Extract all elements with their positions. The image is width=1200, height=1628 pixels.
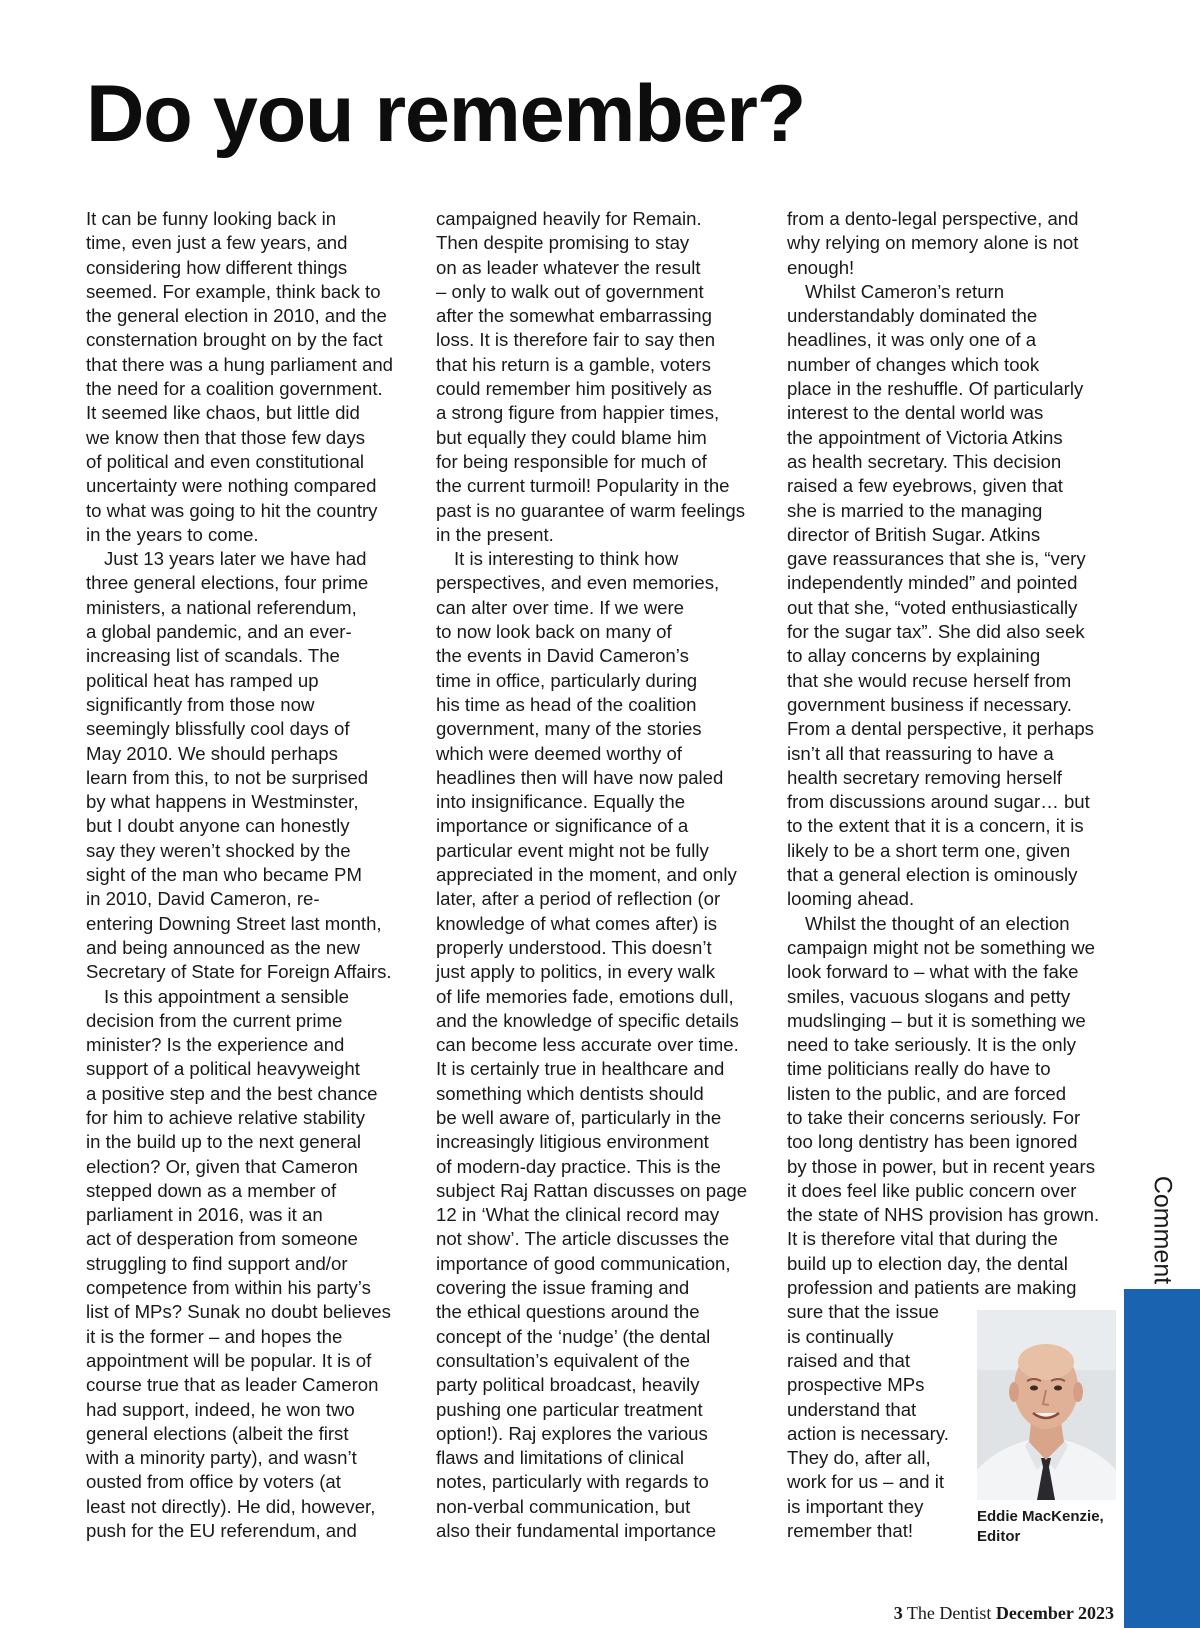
text-line: sight of the man who became PM (86, 864, 362, 886)
text-line: consternation brought on by the fact (86, 329, 383, 351)
text-line: also their fundamental importance (436, 1520, 717, 1542)
text-line: importance of good communication, (436, 1252, 731, 1274)
text-line: which were deemed worthy of (436, 742, 682, 764)
text-line: for being responsible for much of (436, 450, 707, 472)
text-line: look forward to – what with the fake (787, 961, 1079, 983)
text-line: subject Raj Rattan discusses on page (436, 1179, 748, 1201)
text-line: course true that as leader Cameron (86, 1374, 379, 1396)
text-line: for the sugar tax”. She did also seek (787, 621, 1085, 643)
text-line: pushing one particular treatment (436, 1398, 703, 1420)
text-line: isn’t all that reassuring to have a (787, 742, 1054, 764)
text-line: interest to the dental world was (787, 402, 1044, 424)
text-line: in 2010, David Cameron, re- (86, 888, 320, 910)
text-line: to take their concerns seriously. For (787, 1106, 1081, 1128)
text-line: action is necessary. (787, 1422, 949, 1444)
text-line: smiles, vacuous slogans and petty (787, 985, 1071, 1007)
text-line: decision from the current prime (86, 1009, 343, 1031)
text-line: time, even just a few years, and (86, 232, 348, 254)
text-line: of political and even constitutional (86, 450, 365, 472)
text-line: health secretary removing herself (787, 766, 1062, 788)
text-line: listen to the public, and are forced (787, 1082, 1067, 1104)
text-line: properly understood. This doesn’t (436, 936, 712, 958)
text-line: significantly from those now (86, 693, 315, 715)
text-line: campaign might not be something we (787, 936, 1096, 958)
text-line: looming ahead. (787, 888, 915, 910)
text-line: independently minded” and pointed (787, 572, 1078, 594)
text-line: push for the EU referendum, and (86, 1520, 357, 1542)
text-line: parliament in 2016, was it an (86, 1204, 323, 1226)
author-name: Eddie MacKenzie, (977, 1508, 1104, 1525)
text-line: to now look back on many of (436, 621, 672, 643)
text-line: the state of NHS provision has grown. (787, 1204, 1100, 1226)
text-line: into insignificance. Equally the (436, 791, 686, 813)
text-line: ousted from office by voters (at (86, 1471, 341, 1493)
issue-date: December 2023 (995, 1603, 1114, 1623)
text-line: Is this appointment a sensible (104, 985, 349, 1007)
text-line: Whilst the thought of an election (805, 912, 1070, 934)
text-line: director of British Sugar. Atkins (787, 523, 1041, 545)
text-line: place in the reshuffle. Of particularly (787, 378, 1084, 400)
text-line: least not directly). He did, however, (86, 1495, 376, 1517)
text-line: gave reassurances that she is, “very (787, 548, 1086, 570)
text-line: election? Or, given that Cameron (86, 1155, 358, 1177)
text-line: something which dentists should (436, 1082, 704, 1104)
text-line: to the extent that it is a concern, it is (787, 815, 1084, 837)
text-line: number of changes which took (787, 353, 1040, 375)
text-line: raised a few eyebrows, given that (787, 475, 1063, 497)
article-column-2 (436, 207, 758, 1543)
section-tab (1124, 1289, 1200, 1628)
text-line: support of a political heavyweight (86, 1058, 360, 1080)
text-line: Whilst Cameron’s return (805, 280, 1005, 302)
text-line: entering Downing Street last month, (86, 912, 382, 934)
text-line: They do, after all, (787, 1447, 931, 1469)
text-line: general elections (albeit the first (86, 1422, 349, 1444)
text-line: Then despite promising to stay (436, 232, 690, 254)
text-line: competence from within his party’s (86, 1277, 371, 1299)
text-line: is important they (787, 1495, 924, 1517)
text-line: consultation’s equivalent of the (436, 1349, 690, 1371)
text-line: his time as head of the coalition (436, 693, 697, 715)
text-line: later, after a period of reflection (or (436, 888, 721, 910)
text-line: raised and that (787, 1349, 911, 1371)
text-line: but equally they could blame him (436, 426, 707, 448)
text-line: that his return is a gamble, voters (436, 353, 711, 375)
text-line: From a dental perspective, it perhaps (787, 718, 1094, 740)
text-line: from a dento-legal perspective, and (787, 208, 1079, 229)
text-line: by those in power, but in recent years (787, 1155, 1096, 1177)
text-line: ministers, a national referendum, (86, 596, 357, 618)
text-line: understand that (787, 1398, 917, 1420)
text-line: non-verbal communication, but (436, 1495, 691, 1517)
text-line: of life memories fade, emotions dull, (436, 985, 734, 1007)
text-line: 12 in ‘What the clinical record may (436, 1204, 720, 1226)
text-line: struggling to find support and/or (86, 1252, 348, 1274)
text-line: the need for a coalition government. (86, 378, 383, 400)
text-line: uncertainty were nothing compared (86, 475, 377, 497)
text-line: could remember him positively as (436, 378, 712, 400)
text-line: on as leader whatever the result (436, 256, 701, 278)
text-line: build up to election day, the dental (787, 1252, 1068, 1274)
text-line: the appointment of Victoria Atkins (787, 426, 1063, 448)
text-line: – only to walk out of government (436, 280, 704, 302)
text-line: it is the former – and hopes the (86, 1325, 343, 1347)
text-line: covering the issue framing and (436, 1277, 690, 1299)
text-line: minister? Is the experience and (86, 1034, 345, 1056)
text-line: the current turmoil! Popularity in the (436, 475, 730, 497)
text-line: sure that the issue (787, 1301, 939, 1323)
text-line: not show’. The article discusses the (436, 1228, 730, 1250)
text-line: for him to achieve relative stability (86, 1106, 366, 1128)
text-line: had support, indeed, he won two (86, 1398, 355, 1420)
section-label: Comment (1148, 1175, 1177, 1285)
text-line: campaigned heavily for Remain. (436, 208, 702, 229)
text-line: seemingly blissfully cool days of (86, 718, 350, 740)
text-line: enough! (787, 256, 855, 278)
text-line: past is no guarantee of warm feelings (436, 499, 746, 521)
text-line: from discussions around sugar… but (787, 791, 1090, 813)
article-column-1 (86, 207, 410, 1543)
text-line: It can be funny looking back in (86, 208, 337, 229)
text-line: to what was going to hit the country (86, 499, 378, 521)
text-line: increasingly litigious environment (436, 1131, 709, 1153)
text-line: prospective MPs (787, 1374, 925, 1396)
text-line: likely to be a short term one, given (787, 839, 1071, 861)
text-line: understandably dominated the (787, 305, 1038, 327)
text-line: remember that! (787, 1520, 914, 1542)
publication-name: The Dentist (906, 1603, 992, 1623)
text-line: knowledge of what comes after) is (436, 912, 718, 934)
text-line: learn from this, to not be surprised (86, 766, 369, 788)
text-line: headlines then will have now paled (436, 766, 724, 788)
text-line: by what happens in Westminster, (86, 791, 359, 813)
text-line: time politicians really do have to (787, 1058, 1051, 1080)
text-line: political heat has ramped up (86, 669, 319, 691)
text-line: seemed. For example, think back to (86, 280, 381, 302)
text-line: May 2010. We should perhaps (86, 742, 338, 764)
text-line: option!). Raj explores the various (436, 1422, 708, 1444)
text-line: importance or significance of a (436, 815, 689, 837)
text-line: just apply to politics, in every walk (436, 961, 716, 983)
text-line: three general elections, four prime (86, 572, 369, 594)
text-line: particular event might not be fully (436, 839, 709, 861)
text-line: out that she, “voted enthusiastically (787, 596, 1078, 618)
text-line: need to take seriously. It is the only (787, 1034, 1077, 1056)
text-line: loss. It is therefore fair to say then (436, 329, 716, 351)
text-line: concept of the ‘nudge’ (the dental (436, 1325, 711, 1347)
text-line: considering how different things (86, 256, 348, 278)
text-line: notes, particularly with regards to (436, 1471, 709, 1493)
text-line: Just 13 years later we have had (104, 548, 367, 570)
text-line: that a general election is ominously (787, 864, 1078, 886)
text-line: work for us – and it (787, 1471, 945, 1493)
text-line: it does feel like public concern over (787, 1179, 1077, 1201)
text-line: the events in David Cameron’s (436, 645, 689, 667)
text-line: in the years to come. (86, 523, 259, 545)
text-line: mudslinging – but it is something we (787, 1009, 1086, 1031)
text-line: time in office, particularly during (436, 669, 698, 691)
text-line: but I doubt anyone can honestly (86, 815, 350, 837)
text-line: a global pandemic, and an ever- (86, 621, 352, 643)
author-caption (977, 1507, 1117, 1547)
text-line: say they weren’t shocked by the (86, 839, 351, 861)
text-line: the ethical questions around the (436, 1301, 700, 1323)
text-line: and being announced as the new (86, 936, 360, 958)
text-line: in the present. (436, 523, 554, 545)
text-line: a strong figure from happier times, (436, 402, 720, 424)
text-line: and the knowledge of specific details (436, 1009, 739, 1031)
text-line: a positive step and the best chance (86, 1082, 378, 1104)
text-line: It is certainly true in healthcare and (436, 1058, 725, 1080)
text-line: perspectives, and even memories, (436, 572, 720, 594)
text-line: we know then that those few days (86, 426, 366, 448)
text-line: appointment will be popular. It is of (86, 1349, 372, 1371)
text-line: It is interesting to think how (454, 548, 679, 570)
text-line: appreciated in the moment, and only (436, 864, 737, 886)
text-line: she is married to the managing (787, 499, 1043, 521)
text-line: that she would recuse herself from (787, 669, 1072, 691)
text-line: increasing list of scandals. The (86, 645, 340, 667)
text-line: too long dentistry has been ignored (787, 1131, 1078, 1153)
text-line: stepped down as a member of (86, 1179, 337, 1201)
text-line: can alter over time. If we were (436, 596, 685, 618)
page-footer (894, 1603, 1114, 1624)
text-line: why relying on memory alone is not (787, 232, 1079, 254)
text-line: after the somewhat embarrassing (436, 305, 712, 327)
text-line: of modern-day practice. This is the (436, 1155, 721, 1177)
text-line: can become less accurate over time. (436, 1034, 739, 1056)
text-line: flaws and limitations of clinical (436, 1447, 685, 1469)
text-line: headlines, it was only one of a (787, 329, 1037, 351)
text-line: as health secretary. This decision (787, 450, 1062, 472)
text-line: Secretary of State for Foreign Affairs. (86, 961, 392, 983)
text-line: government business if necessary. (787, 693, 1072, 715)
text-line: the general election in 2010, and the (86, 305, 387, 327)
text-line: It is therefore vital that during the (787, 1228, 1058, 1250)
text-line: profession and patients are making (787, 1277, 1077, 1299)
page-number: 3 (893, 1603, 903, 1623)
text-line: list of MPs? Sunak no doubt believes (86, 1301, 391, 1323)
author-photo (977, 1310, 1116, 1500)
text-line: It seemed like chaos, but little did (86, 402, 360, 424)
text-line: government, many of the stories (436, 718, 702, 740)
text-line: be well aware of, particularly in the (436, 1106, 722, 1128)
text-line: that there was a hung parliament and (86, 353, 393, 375)
text-line: is continually (787, 1325, 894, 1347)
text-line: with a minority party), and wasn’t (86, 1447, 357, 1469)
author-role: Editor (977, 1528, 1021, 1545)
text-line: party political broadcast, heavily (436, 1374, 700, 1396)
page-title: Do you remember? (86, 69, 805, 159)
text-line: in the build up to the next general (86, 1131, 361, 1153)
text-line: to allay concerns by explaining (787, 645, 1041, 667)
text-line: act of desperation from someone (86, 1228, 358, 1250)
